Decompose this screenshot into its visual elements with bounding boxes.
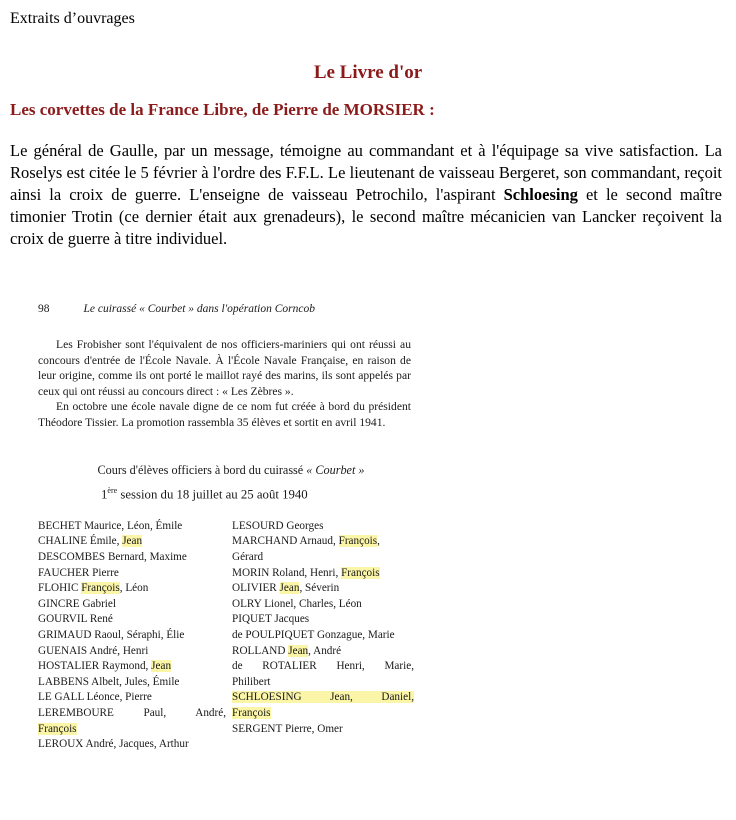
student-name-text: de ROTALIER Henri, Marie, — [232, 660, 414, 673]
student-name-entry — [38, 628, 226, 644]
student-name-entry — [38, 581, 226, 597]
book-text — [38, 337, 411, 431]
student-name-entry — [38, 612, 226, 628]
course-title-text: Cours d'élèves officiers à bord du cuirassé — [97, 462, 307, 477]
intro-paragraph — [10, 140, 722, 250]
highlighted-first-name: SCHLOESING Jean, Daniel, — [232, 691, 414, 704]
highlighted-first-name: Jean — [122, 535, 143, 548]
student-name-text: MARCHAND Arnaud, — [232, 535, 339, 548]
student-name-text: LESOURD Georges — [232, 519, 324, 532]
student-name-text: LEROUX André, Jacques, Arthur — [38, 738, 189, 751]
student-name-text: , — [377, 535, 380, 548]
highlighted-first-name: François — [81, 582, 120, 595]
student-name-text: GOURVIL René — [38, 613, 113, 626]
intro-text-bold: Schloesing — [503, 185, 578, 204]
student-name-entry — [232, 706, 414, 722]
course-title-ship: « Courbet » — [306, 462, 365, 477]
student-name-entry — [38, 566, 226, 582]
highlighted-first-name: François — [338, 535, 378, 548]
student-name-text: LEREMBOURE Paul, André, — [38, 706, 226, 719]
book-running-title: Le cuirassé « Courbet » dans l'opération Corncob — [83, 303, 315, 315]
student-name-text: Gérard — [232, 551, 264, 564]
student-name-text: DESCOMBES Bernard, Maxime — [38, 551, 187, 564]
course-title — [38, 463, 424, 478]
student-name-text: , Léon — [119, 582, 149, 595]
student-name-text: de POULPIQUET Gonzague, Marie — [232, 628, 395, 641]
session-dates: session du 18 juillet au 25 août 1940 — [117, 486, 308, 501]
highlighted-first-name: Jean — [279, 582, 300, 595]
student-name-text: LE GALL Léonce, Pierre — [38, 691, 152, 704]
student-name-text: GUENAIS André, Henri — [38, 644, 149, 657]
student-list-left-column — [38, 519, 226, 753]
student-name-entry — [232, 519, 414, 535]
student-name-entry — [232, 550, 414, 566]
student-name-text: BECHET Maurice, Léon, Émile — [38, 519, 183, 532]
student-name-text: OLRY Lionel, Charles, Léon — [232, 597, 362, 610]
session-ordinal-suffix: ère — [107, 485, 118, 495]
highlighted-first-name: Jean — [151, 660, 172, 673]
student-name-entry — [38, 534, 226, 550]
student-name-entry — [38, 644, 226, 660]
student-name-text: CHALINE Émile, — [38, 535, 123, 548]
student-name-entry — [38, 659, 226, 675]
student-name-entry — [38, 597, 226, 613]
intro-text-end: et le second maître timonier Trotin (ce dernier était aux grenadeurs), le second maître mécanicien van Lancker reçoivent la croix de guerre à titre individuel. — [10, 185, 722, 248]
student-name-entry — [38, 737, 226, 753]
student-name-entry — [232, 644, 414, 660]
student-name-entry — [38, 706, 226, 722]
student-name-text: PIQUET Jacques — [232, 613, 310, 626]
student-name-text: GINCRE Gabriel — [38, 597, 116, 610]
book-page-number: 98 — [38, 303, 50, 315]
book-paragraph: Les Frobisher sont l'équivalent de nos officiers-mariniers qui ont réussi au concours d'entrée de l'École Navale. À l'École Navale Française, en raison de leur origine, comme ils ont porté le maillot rayé des marins, ils sont appelés par ceux qui ont réussi au concours direct : « Les Zèbres ». — [38, 338, 411, 398]
student-name-text: SERGENT Pierre, Omer — [232, 722, 343, 735]
student-name-entry — [38, 675, 226, 691]
student-name-text: Philibert — [232, 675, 271, 688]
page-header: Extraits d’ouvrages — [10, 10, 135, 27]
student-name-text: FLOHIC — [38, 582, 82, 595]
student-name-entry — [38, 550, 226, 566]
intro-text-start: Le général de Gaulle, par un message, témoigne au commandant et à l'équipage sa vive satisfaction. La Roselys est citée le 5 février à l'ordre des F.F.L. Le lieutenant de vaisseau Bergeret, son commandant, reçoit ainsi la croix de guerre. L'enseigne de vaisseau Petrochilo, l'aspirant — [10, 141, 722, 204]
student-name-entry — [232, 628, 414, 644]
student-name-entry — [232, 597, 414, 613]
student-name-entry — [232, 612, 414, 628]
student-name-entry — [232, 581, 414, 597]
student-name-entry — [38, 519, 226, 535]
session-ordinal: 1 — [101, 486, 108, 501]
highlighted-first-name: François — [38, 722, 77, 735]
highlighted-first-name: François — [232, 706, 271, 719]
highlighted-first-name: François — [341, 566, 380, 579]
student-name-text: FAUCHER Pierre — [38, 566, 119, 579]
book-paragraph: En octobre une école navale digne de ce nom fut créée à bord du président Théodore Tissier. La promotion rassembla 35 élèves et sortit en avril 1941. — [38, 400, 411, 429]
student-list-right-column — [232, 519, 414, 753]
student-name-entry — [232, 534, 414, 550]
student-name-text: LABBENS Albelt, Jules, Émile — [38, 675, 180, 688]
page-title: Le Livre d'or — [313, 62, 423, 83]
student-name-text: HOSTALIER Raymond, — [38, 660, 152, 673]
student-name-entry — [38, 690, 226, 706]
student-name-entry — [232, 722, 414, 738]
student-name-entry — [232, 690, 414, 706]
student-name-entry — [232, 659, 414, 675]
article-subtitle: Les corvettes de la France Libre, de Pierre de MORSIER : — [10, 100, 435, 119]
book-page-header — [38, 303, 418, 315]
student-name-text: OLIVIER — [232, 582, 280, 595]
student-name-entry — [232, 566, 414, 582]
student-name-text: MORIN Roland, Henri, — [232, 566, 342, 579]
student-name-text: ROLLAND — [232, 644, 289, 657]
student-list — [38, 519, 418, 753]
student-name-text: GRIMAUD Raoul, Séraphi, Élie — [38, 628, 185, 641]
student-name-text: , Séverin — [299, 582, 340, 595]
session-title — [38, 486, 418, 502]
student-name-entry — [38, 722, 226, 738]
student-name-text: , André — [308, 644, 342, 657]
student-name-entry — [232, 675, 414, 691]
scanned-book-excerpt — [38, 303, 418, 753]
highlighted-first-name: Jean — [288, 644, 309, 657]
